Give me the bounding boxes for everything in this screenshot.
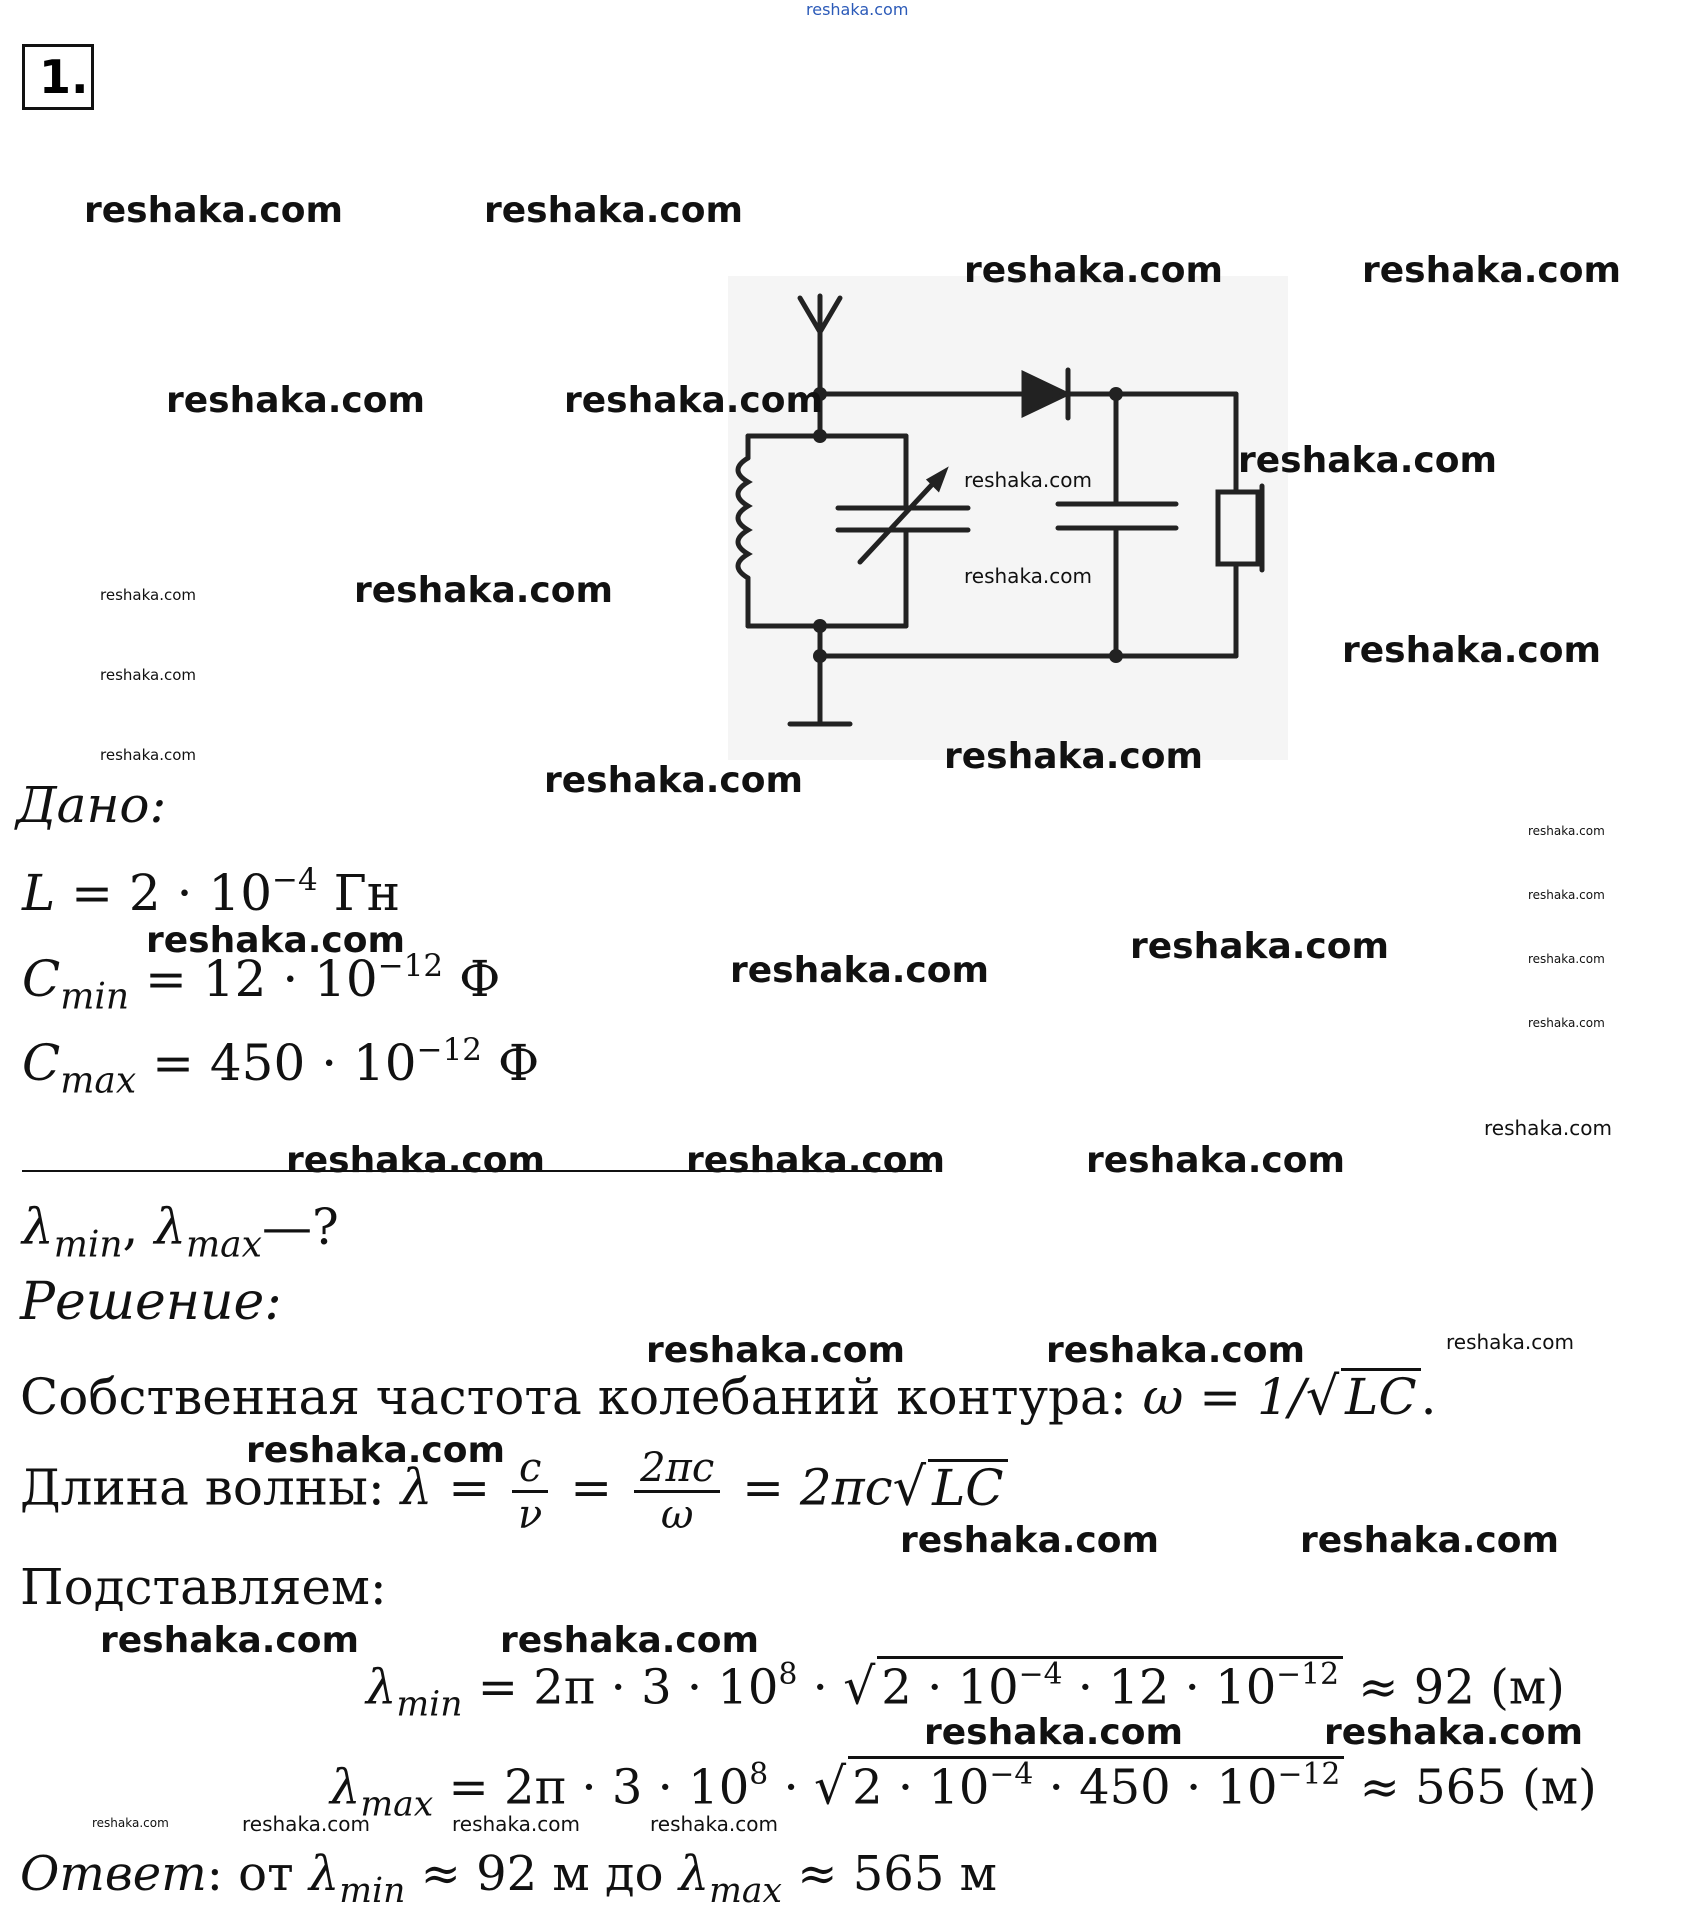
watermark: reshaka.com	[924, 1712, 1184, 1753]
capacitance-symbol: C	[22, 950, 61, 1009]
wavelength-tail: = 2πc	[742, 1458, 893, 1517]
watermark: reshaka.com	[646, 1330, 906, 1371]
find-line	[22, 1198, 339, 1266]
lambda-min-result: ≈ 92 (м)	[1343, 1659, 1565, 1716]
watermark: reshaka.com	[650, 1812, 778, 1836]
watermark: reshaka.com	[242, 1812, 370, 1836]
watermark: reshaka.com	[100, 586, 196, 604]
circuit-diagram	[728, 276, 1288, 760]
solution-wavelength-line	[20, 1446, 1008, 1537]
watermark: reshaka.com	[484, 190, 744, 231]
capacitance-min-unit: Ф	[443, 950, 501, 1009]
watermark: reshaka.com	[964, 250, 1224, 291]
diode-icon	[1024, 370, 1068, 418]
exponent: 8	[749, 1757, 769, 1792]
watermark: reshaka.com	[354, 570, 614, 611]
watermark: reshaka.com	[1362, 250, 1622, 291]
lambda-symbol: λ	[366, 1659, 397, 1716]
watermark: reshaka.com	[146, 920, 406, 961]
answer-label: Ответ	[20, 1846, 207, 1902]
period: .	[1420, 1368, 1437, 1426]
question-mark: —?	[261, 1198, 339, 1256]
inductance-symbol: L	[22, 864, 56, 923]
watermark: reshaka.com	[900, 1520, 1160, 1561]
watermark: reshaka.com	[686, 1140, 946, 1181]
lambda-max-subscript: max	[709, 1871, 782, 1911]
watermark: reshaka.com	[100, 746, 196, 764]
lambda-max-subscript: max	[186, 1224, 262, 1266]
radicand-part: 2 · 10	[881, 1659, 1019, 1716]
exponent: −12	[1277, 1757, 1341, 1792]
watermark: reshaka.com	[730, 950, 990, 991]
lambda-symbol: λ	[678, 1846, 710, 1902]
watermark: reshaka.com	[84, 190, 344, 231]
capacitance-min-value: = 12 · 10	[145, 950, 378, 1009]
given-capacitance-max	[22, 1032, 539, 1102]
lambda-max-subscript: max	[360, 1784, 434, 1825]
capacitance-min-exponent: −12	[377, 948, 444, 984]
watermark: reshaka.com	[1086, 1140, 1346, 1181]
radicand-part: 2 · 10	[852, 1759, 990, 1816]
sqrt-icon: √	[813, 1756, 847, 1816]
radicand-part: · 12 · 10	[1062, 1659, 1277, 1716]
fraction-numerator: 2πc	[634, 1446, 720, 1493]
watermark: reshaka.com	[1446, 1330, 1574, 1354]
watermark: reshaka.com	[100, 1620, 360, 1661]
watermark: reshaka.com	[1300, 1520, 1560, 1561]
given-inductance	[22, 862, 400, 922]
capacitor-icon	[1058, 394, 1176, 656]
watermark: reshaka.com	[1046, 1330, 1306, 1371]
sqrt-icon: √	[843, 1656, 876, 1716]
fraction-denominator: ν	[518, 1492, 543, 1538]
sqrt-lc: LC	[928, 1459, 1007, 1515]
watermark: reshaka.com	[1528, 952, 1605, 966]
answer-line	[20, 1846, 997, 1911]
capacitance-max-subscript: max	[60, 1060, 137, 1102]
watermark: reshaka.com	[1324, 1712, 1584, 1753]
lambda-symbol: λ	[308, 1846, 340, 1902]
watermark: reshaka.com	[944, 736, 1204, 777]
equals-sign: =	[570, 1458, 613, 1517]
exponent: 8	[778, 1657, 798, 1692]
inductance-value: = 2 · 10	[71, 864, 273, 923]
watermark: reshaka.com	[964, 564, 1092, 588]
inductance-exponent: −4	[272, 862, 318, 898]
task-number: 1.	[22, 44, 94, 110]
sqrt-icon: √	[1305, 1366, 1340, 1427]
sqrt-icon: √	[892, 1456, 927, 1518]
fraction-2pic-over-omega	[634, 1446, 720, 1537]
lambda-symbol: λ	[22, 1198, 54, 1256]
lambda-min-subscript: min	[396, 1684, 463, 1725]
inductor-icon	[738, 436, 748, 626]
radicand	[877, 1656, 1343, 1716]
capacitance-max-unit: Ф	[482, 1034, 540, 1093]
watermark: reshaka.com	[1528, 888, 1605, 902]
sqrt-lc: LC	[1341, 1368, 1420, 1424]
variable-capacitor-icon	[838, 436, 968, 626]
comma: ,	[122, 1198, 155, 1256]
watermark: reshaka.com	[544, 760, 804, 801]
watermark: reshaka.com	[1130, 926, 1390, 967]
lambda-min-subscript: min	[339, 1871, 406, 1911]
watermark: reshaka.com	[1342, 630, 1602, 671]
watermark: reshaka.com	[564, 380, 824, 421]
watermark: reshaka.com	[500, 1620, 760, 1661]
watermark: reshaka.com	[92, 1816, 169, 1830]
exponent: −4	[1018, 1657, 1063, 1692]
answer-from: : от	[206, 1846, 309, 1902]
answer-end: ≈ 565 м	[782, 1846, 997, 1902]
exponent: −4	[989, 1757, 1034, 1792]
frequency-text: Собственная частота колебаний контура:	[20, 1368, 1143, 1426]
wavelength-text: Длина волны:	[20, 1458, 401, 1517]
fraction-c-over-nu	[512, 1446, 548, 1537]
lambda-symbol: λ	[330, 1759, 361, 1816]
capacitance-max-value: = 450 · 10	[152, 1034, 417, 1093]
headphone-icon	[1218, 394, 1262, 656]
watermark: reshaka.com	[1484, 1116, 1612, 1140]
watermark: reshaka.com	[1238, 440, 1498, 481]
watermark: reshaka.com	[964, 468, 1092, 492]
dot: ·	[797, 1659, 844, 1716]
answer-middle: ≈ 92 м до	[405, 1846, 679, 1902]
lambda-equals: λ =	[400, 1458, 491, 1517]
watermark: reshaka.com	[100, 666, 196, 684]
given-heading: Дано:	[16, 776, 167, 834]
fraction-denominator: ω	[660, 1492, 694, 1538]
watermark: reshaka.com	[246, 1430, 506, 1471]
fraction-numerator: c	[512, 1446, 548, 1493]
omega-formula: ω = 1/	[1142, 1368, 1306, 1426]
watermark: reshaka.com	[452, 1812, 580, 1836]
exponent: −12	[1276, 1657, 1340, 1692]
watermark: reshaka.com	[1528, 824, 1605, 838]
capacitance-max-exponent: −12	[416, 1032, 483, 1068]
dot: ·	[768, 1759, 814, 1816]
radicand-part: · 450 · 10	[1033, 1759, 1278, 1816]
lambda-max-result: ≈ 565 (м)	[1344, 1759, 1597, 1816]
top-watermark: reshaka.com	[806, 0, 909, 19]
calc-prefix: = 2π · 3 · 10	[462, 1659, 779, 1716]
solution-frequency-line	[20, 1366, 1437, 1427]
watermark: reshaka.com	[1528, 1016, 1605, 1030]
substitute-label: Подставляем:	[20, 1558, 387, 1616]
capacitance-min-subscript: min	[60, 976, 130, 1018]
calc-prefix: = 2π · 3 · 10	[433, 1759, 750, 1816]
solution-heading: Решение:	[20, 1272, 282, 1332]
ground-icon	[790, 656, 850, 724]
radicand	[848, 1756, 1344, 1816]
lambda-min-subscript: min	[53, 1224, 123, 1266]
lambda-symbol: λ	[154, 1198, 187, 1256]
inductance-unit: Гн	[317, 864, 401, 923]
watermark: reshaka.com	[166, 380, 426, 421]
watermark: reshaka.com	[286, 1140, 546, 1181]
capacitance-symbol: C	[22, 1034, 61, 1093]
